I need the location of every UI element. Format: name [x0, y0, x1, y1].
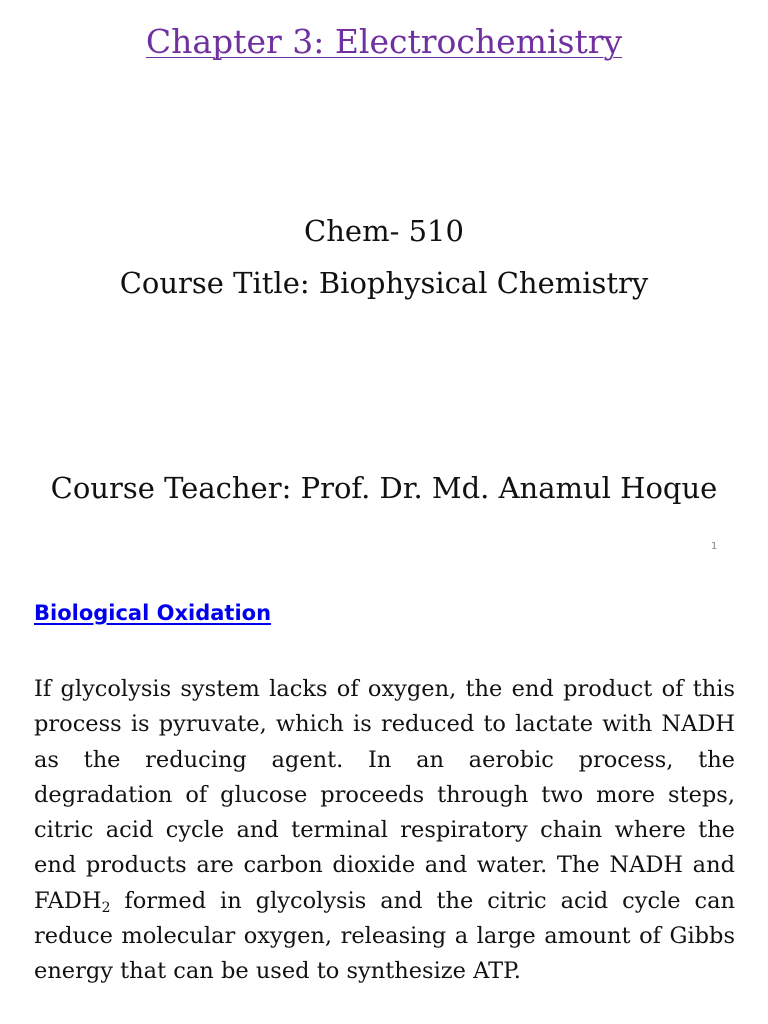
course-title: Course Title: Biophysical Chemistry	[119, 266, 649, 300]
section-heading[interactable]: Biological Oxidation	[34, 601, 272, 625]
course-teacher: Course Teacher: Prof. Dr. Md. Anamul Hoque	[50, 471, 718, 505]
paragraph-text-part1: If glycolysis system lacks of oxygen, the end product of this process is pyruvate, which is reduced to lactate with NADH as the reducing agent. In an aerobic process, the degradation of glucose proceeds through two more steps, citric acid cycle and terminal respiratory chain where the end products are carbon dioxide and water. The NADH and FADH	[34, 676, 735, 914]
slide-number: 1	[711, 541, 718, 552]
paragraph-subscript: 2	[101, 899, 111, 916]
body-paragraph	[34, 672, 735, 990]
paragraph-text-part2: formed in glycolysis and the citric acid cycle can reduce molecular oxygen, releasing a large amount of Gibbs energy that can be used to synthesize ATP.	[34, 887, 735, 985]
chapter-title[interactable]: Chapter 3: Electrochemistry	[145, 22, 623, 61]
course-code: Chem- 510	[304, 214, 464, 248]
